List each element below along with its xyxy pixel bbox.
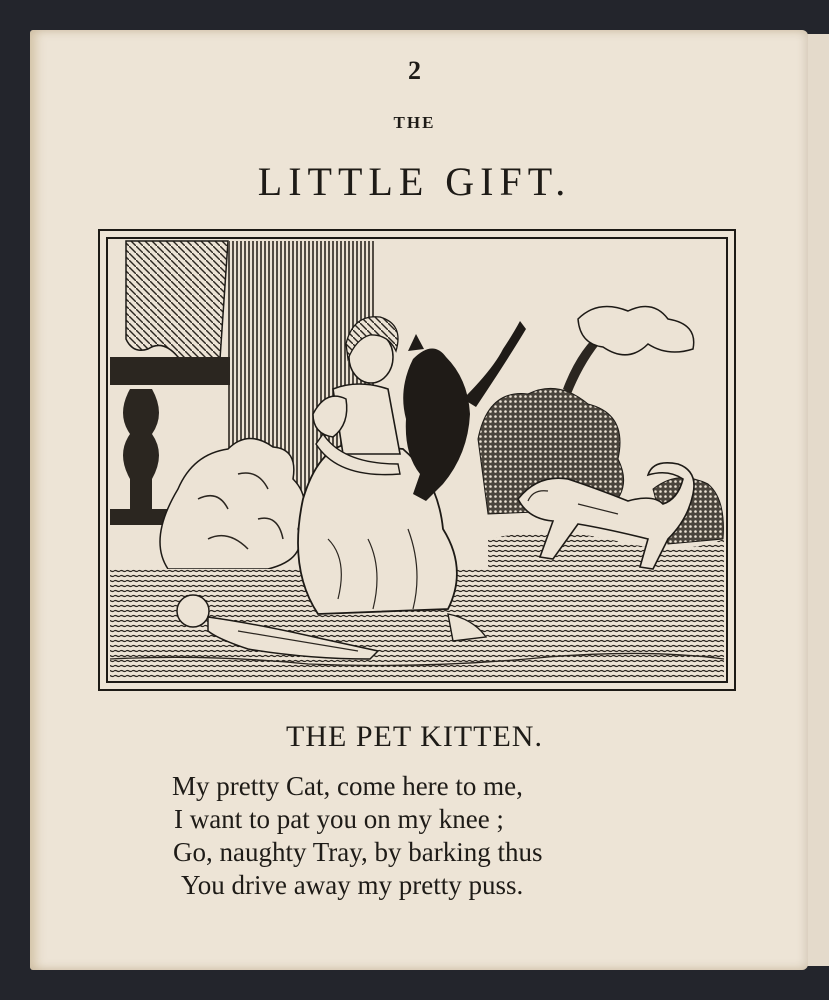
poem-line: Go, naughty Tray, by barking thus — [173, 837, 543, 867]
poem-line: You drive away my pretty puss. — [181, 870, 524, 900]
poem-line: My pretty Cat, come here to me, — [172, 771, 523, 801]
illustration-caption: THE PET KITTEN. — [286, 720, 543, 753]
illustration-frame — [106, 237, 728, 683]
poem-stanza — [172, 770, 543, 902]
woodcut-illustration — [108, 239, 726, 681]
title-the: THE — [393, 113, 436, 132]
page-number: 2 — [408, 56, 421, 85]
book-title: LITTLE GIFT. — [257, 159, 572, 204]
poem-line: I want to pat you on my knee ; — [174, 804, 504, 834]
